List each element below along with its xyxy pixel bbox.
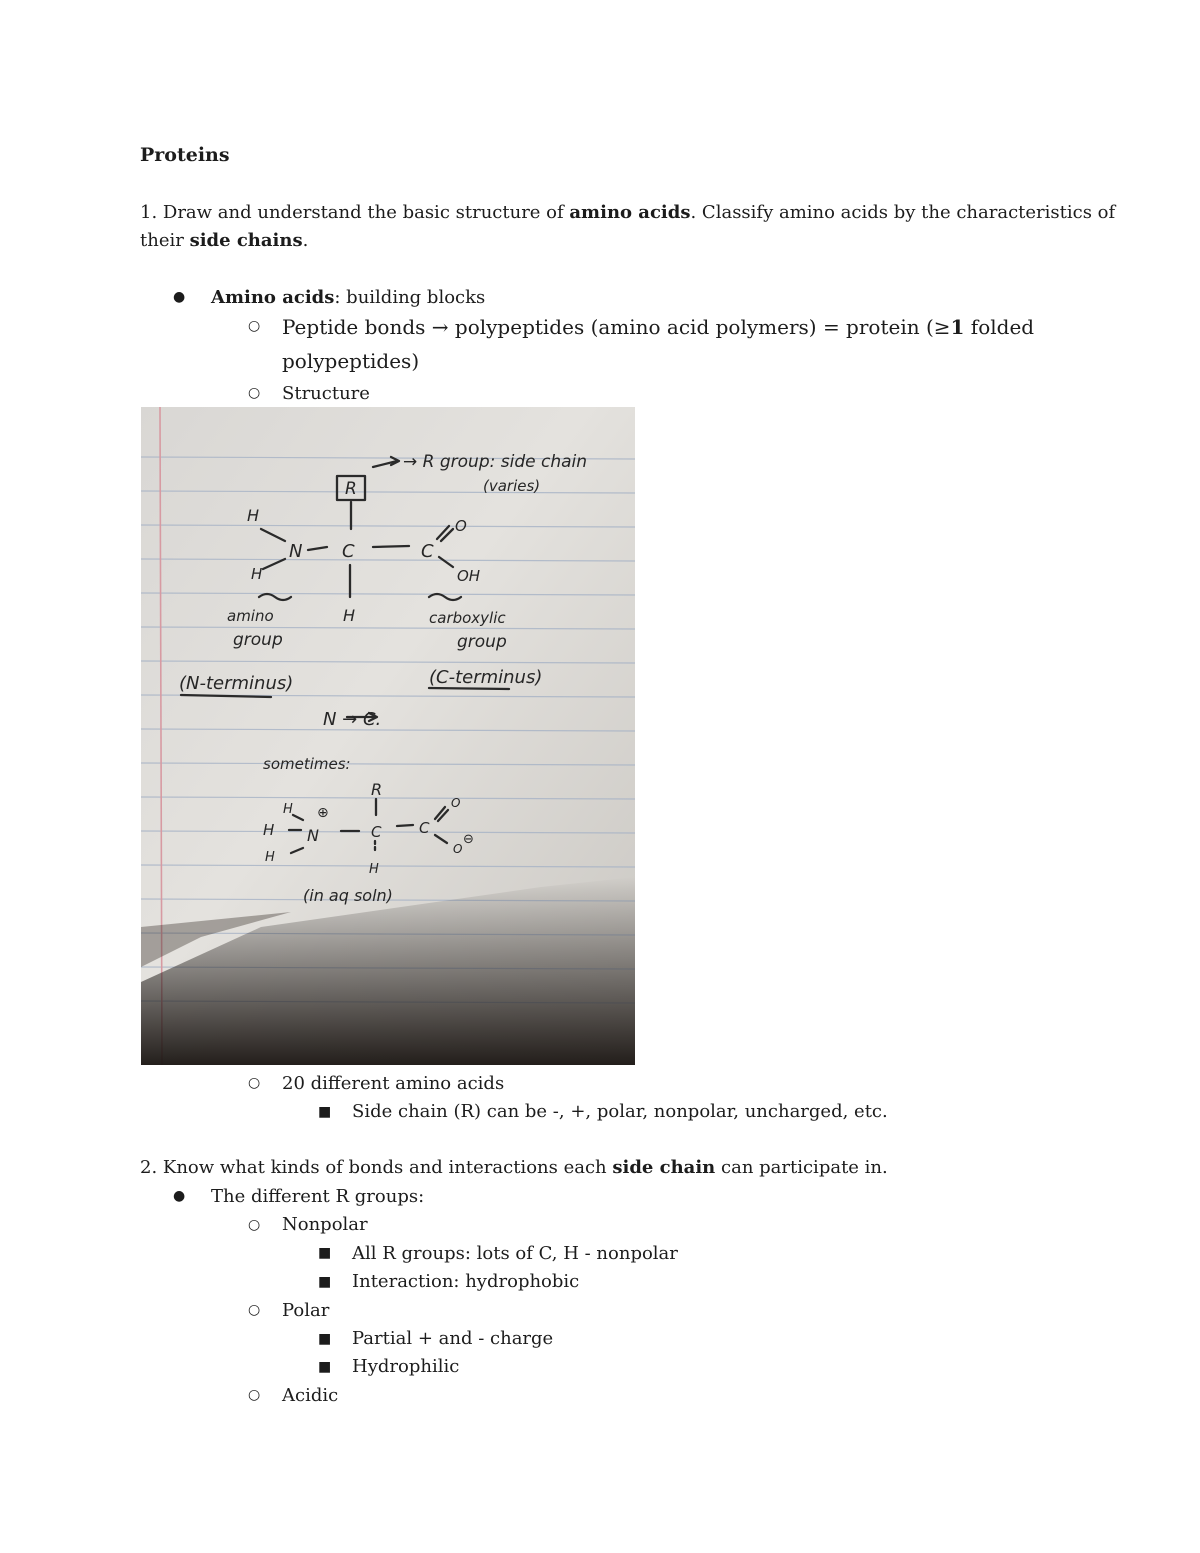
term-amino-acids-label: Amino acids <box>211 287 335 308</box>
h-bottom-label: H <box>343 606 356 625</box>
n-atom-label: N <box>289 541 303 562</box>
question-2-end: can participate in. <box>715 1157 888 1178</box>
sometimes-label: sometimes: <box>263 755 351 773</box>
n-to-c-label: N → C. <box>323 709 382 730</box>
bullet-disc: ● <box>173 1188 186 1204</box>
bullet-square: ■ <box>318 1331 332 1347</box>
h-top-label: H <box>247 506 260 525</box>
bullet-circle: ○ <box>248 1075 261 1091</box>
oxygen-label-3: O <box>453 842 463 856</box>
h-label-d: H <box>369 862 379 877</box>
polar-detail-2: Hydrophilic <box>352 1356 460 1377</box>
bullet-circle: ○ <box>248 318 261 334</box>
bullet-square: ■ <box>318 1359 332 1375</box>
negative-charge-label: ⊖ <box>463 832 474 847</box>
polar-item: Polar <box>282 1300 330 1321</box>
c-atom-label-3: C <box>419 819 430 837</box>
term-side-chains: side chains <box>189 230 303 251</box>
question-1-end: . <box>302 230 309 251</box>
question-1-line-1 <box>140 201 1115 225</box>
question-1-text: 1. Draw and understand the basic structure of <box>140 202 570 223</box>
bullet-square: ■ <box>318 1104 332 1120</box>
h-label-c: H <box>265 850 275 865</box>
bullet-circle: ○ <box>248 1217 261 1233</box>
h-label-a: H <box>283 802 293 817</box>
nonpolar-detail-1: All R groups: lots of C, H - nonpolar <box>352 1243 678 1264</box>
question-2 <box>140 1156 888 1180</box>
r-label: R <box>345 479 357 499</box>
term-amino-acids: amino acids <box>569 202 691 223</box>
n-terminus-label: (N-terminus) <box>179 673 294 694</box>
question-1-text-cont: . Classify amino acids by the characteristics of <box>690 202 1116 223</box>
amino-group-label: group <box>233 630 283 650</box>
r-group-label: → R group: side chain <box>403 452 588 472</box>
question-1-line-2 <box>140 229 308 253</box>
amino-acid-structure-photo <box>141 407 635 1065</box>
bullet-square: ■ <box>318 1274 332 1290</box>
varies-label: (varies) <box>483 477 541 495</box>
carboxylic-group-label: group <box>457 632 507 652</box>
peptide-text-end: folded <box>964 315 1035 339</box>
carboxyl-carbon-label: C <box>421 541 434 562</box>
term-side-chain: side chain <box>612 1157 716 1178</box>
bullet-disc: ● <box>173 289 186 305</box>
peptide-text: Peptide bonds → polypeptides (amino acid polymers) = protein (≥ <box>282 315 951 339</box>
bullet-circle: ○ <box>248 1302 261 1318</box>
structure-item: Structure <box>282 383 370 404</box>
alpha-carbon-label: C <box>342 541 355 562</box>
question-1-text-line2: their <box>140 230 190 251</box>
c-terminus-label: (C-terminus) <box>429 667 543 688</box>
amino-acids-item <box>211 286 485 310</box>
r-groups-intro: The different R groups: <box>211 1186 425 1207</box>
h-left-label: H <box>251 565 263 583</box>
peptide-bold-one: 1 <box>950 315 965 339</box>
oxygen-label-2: O <box>451 796 461 810</box>
nonpolar-detail-2: Interaction: hydrophobic <box>352 1271 580 1292</box>
peptide-bonds-item <box>282 315 1034 339</box>
bullet-circle: ○ <box>248 1387 261 1403</box>
notebook-sketch <box>141 407 635 1065</box>
positive-charge-label: ⊕ <box>317 805 329 821</box>
amino-acids-desc: : building blocks <box>334 287 486 308</box>
r-label-2: R <box>371 780 383 799</box>
question-2-text: 2. Know what kinds of bonds and interactions each <box>140 1157 613 1178</box>
nonpolar-item: Nonpolar <box>282 1214 368 1235</box>
amino-label: amino <box>227 607 274 625</box>
n-atom-label-2: N <box>307 826 319 845</box>
side-chain-item: Side chain (R) can be -, +, polar, nonpolar, uncharged, etc. <box>352 1101 888 1122</box>
aqueous-solution-label: (in aq soln) <box>303 886 393 905</box>
bullet-circle: ○ <box>248 385 261 401</box>
bullet-square: ■ <box>318 1245 332 1261</box>
hydroxyl-label: OH <box>457 567 481 585</box>
twenty-amino-acids-item: 20 different amino acids <box>282 1073 505 1094</box>
h-label-b: H <box>263 821 275 839</box>
page-title: Proteins <box>140 144 230 166</box>
polar-detail-1: Partial + and - charge <box>352 1328 554 1349</box>
acidic-item: Acidic <box>282 1385 339 1406</box>
c-atom-label-2: C <box>371 823 382 841</box>
peptide-bonds-item-line2: polypeptides) <box>282 349 420 373</box>
carboxylic-label: carboxylic <box>429 609 506 627</box>
oxygen-label: O <box>455 517 467 535</box>
